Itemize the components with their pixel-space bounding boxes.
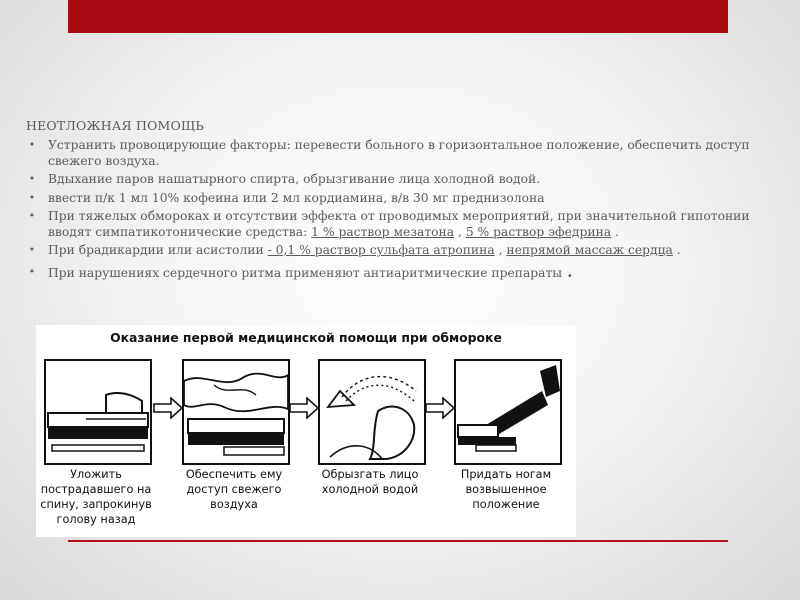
atropine-link[interactable]: - 0,1 % раствор сульфата атропина (267, 243, 495, 257)
step3-illustration (318, 359, 426, 465)
slide-heading: НЕОТЛОЖНАЯ ПОМОЩЬ (26, 118, 205, 133)
bullet-list (26, 138, 778, 281)
bullet-item (26, 172, 778, 188)
bullet-icon: • (29, 192, 35, 204)
bullet-item (26, 243, 778, 259)
step2-illustration (182, 359, 290, 465)
bullet-text: ввести п/к 1 мл 10% кофеина или 2 мл кордиамина, в/в 30 мг преднизолона (48, 190, 545, 205)
lying-person-icon (46, 361, 150, 463)
step4-caption: Придать ногам возвышенное положение (460, 468, 552, 511)
bullet-item (26, 191, 778, 207)
bullet-text: Устранить провоцирующие факторы: перевести больного в горизонтальное положение, обеспечить доступ свежего воздуха. (48, 138, 750, 168)
bullet-icon: • (29, 266, 35, 278)
end-dot: . (562, 262, 573, 281)
bottom-divider (68, 540, 728, 542)
step4-illustration (454, 359, 562, 465)
bullet-icon: • (29, 245, 35, 256)
bullet-item (26, 262, 778, 282)
bullet-text: При брадикардии или асистолии (48, 243, 268, 257)
mezaton-link[interactable]: 1 % раствор мезатона (311, 224, 455, 239)
slide-content (26, 118, 778, 284)
bullet-text: При тяжелых обмороках и отсутствии эффекта от проводимых мероприятий, при значительной гипотонии вводят симпатикотонические средства: (48, 209, 750, 239)
bullet-icon: • (29, 140, 35, 151)
water-splash-icon (320, 361, 424, 463)
step1-illustration (44, 359, 152, 465)
bullet-text: При нарушениях сердечного ритма применяют антиаритмические препараты (48, 265, 563, 280)
bullet-icon: • (29, 174, 35, 185)
separator: , (454, 224, 466, 239)
top-accent-bar (68, 0, 728, 33)
bullet-item (26, 138, 778, 169)
arrow-right-icon (153, 397, 183, 419)
step1-caption: Уложить пострадавшего на спину, запрокинув голову назад (40, 468, 152, 526)
bullet-icon: • (29, 211, 35, 222)
bullet-item (26, 209, 778, 240)
ephedrine-link[interactable]: 5 % раствор эфедрина (465, 224, 612, 239)
bullet-text: Вдыхание паров нашатырного спирта, обрызгивание лица холодной водой. (48, 172, 541, 186)
figure-title: Оказание первой медицинской помощи при обмороке (110, 330, 502, 345)
cardiac-massage-link[interactable]: непрямой массаж сердца (506, 243, 673, 257)
end-dot: . (611, 224, 619, 239)
end-dot: . (672, 243, 681, 257)
arrow-right-icon (425, 397, 455, 419)
fresh-air-icon (184, 361, 288, 463)
step3-caption: Обрызгать лицо холодной водой (321, 468, 419, 496)
separator: , (494, 243, 507, 257)
first-aid-figure (36, 325, 576, 537)
legs-raised-icon (456, 361, 560, 463)
step2-caption: Обеспечить ему доступ свежего воздуха (185, 468, 283, 511)
arrow-right-icon (289, 397, 319, 419)
